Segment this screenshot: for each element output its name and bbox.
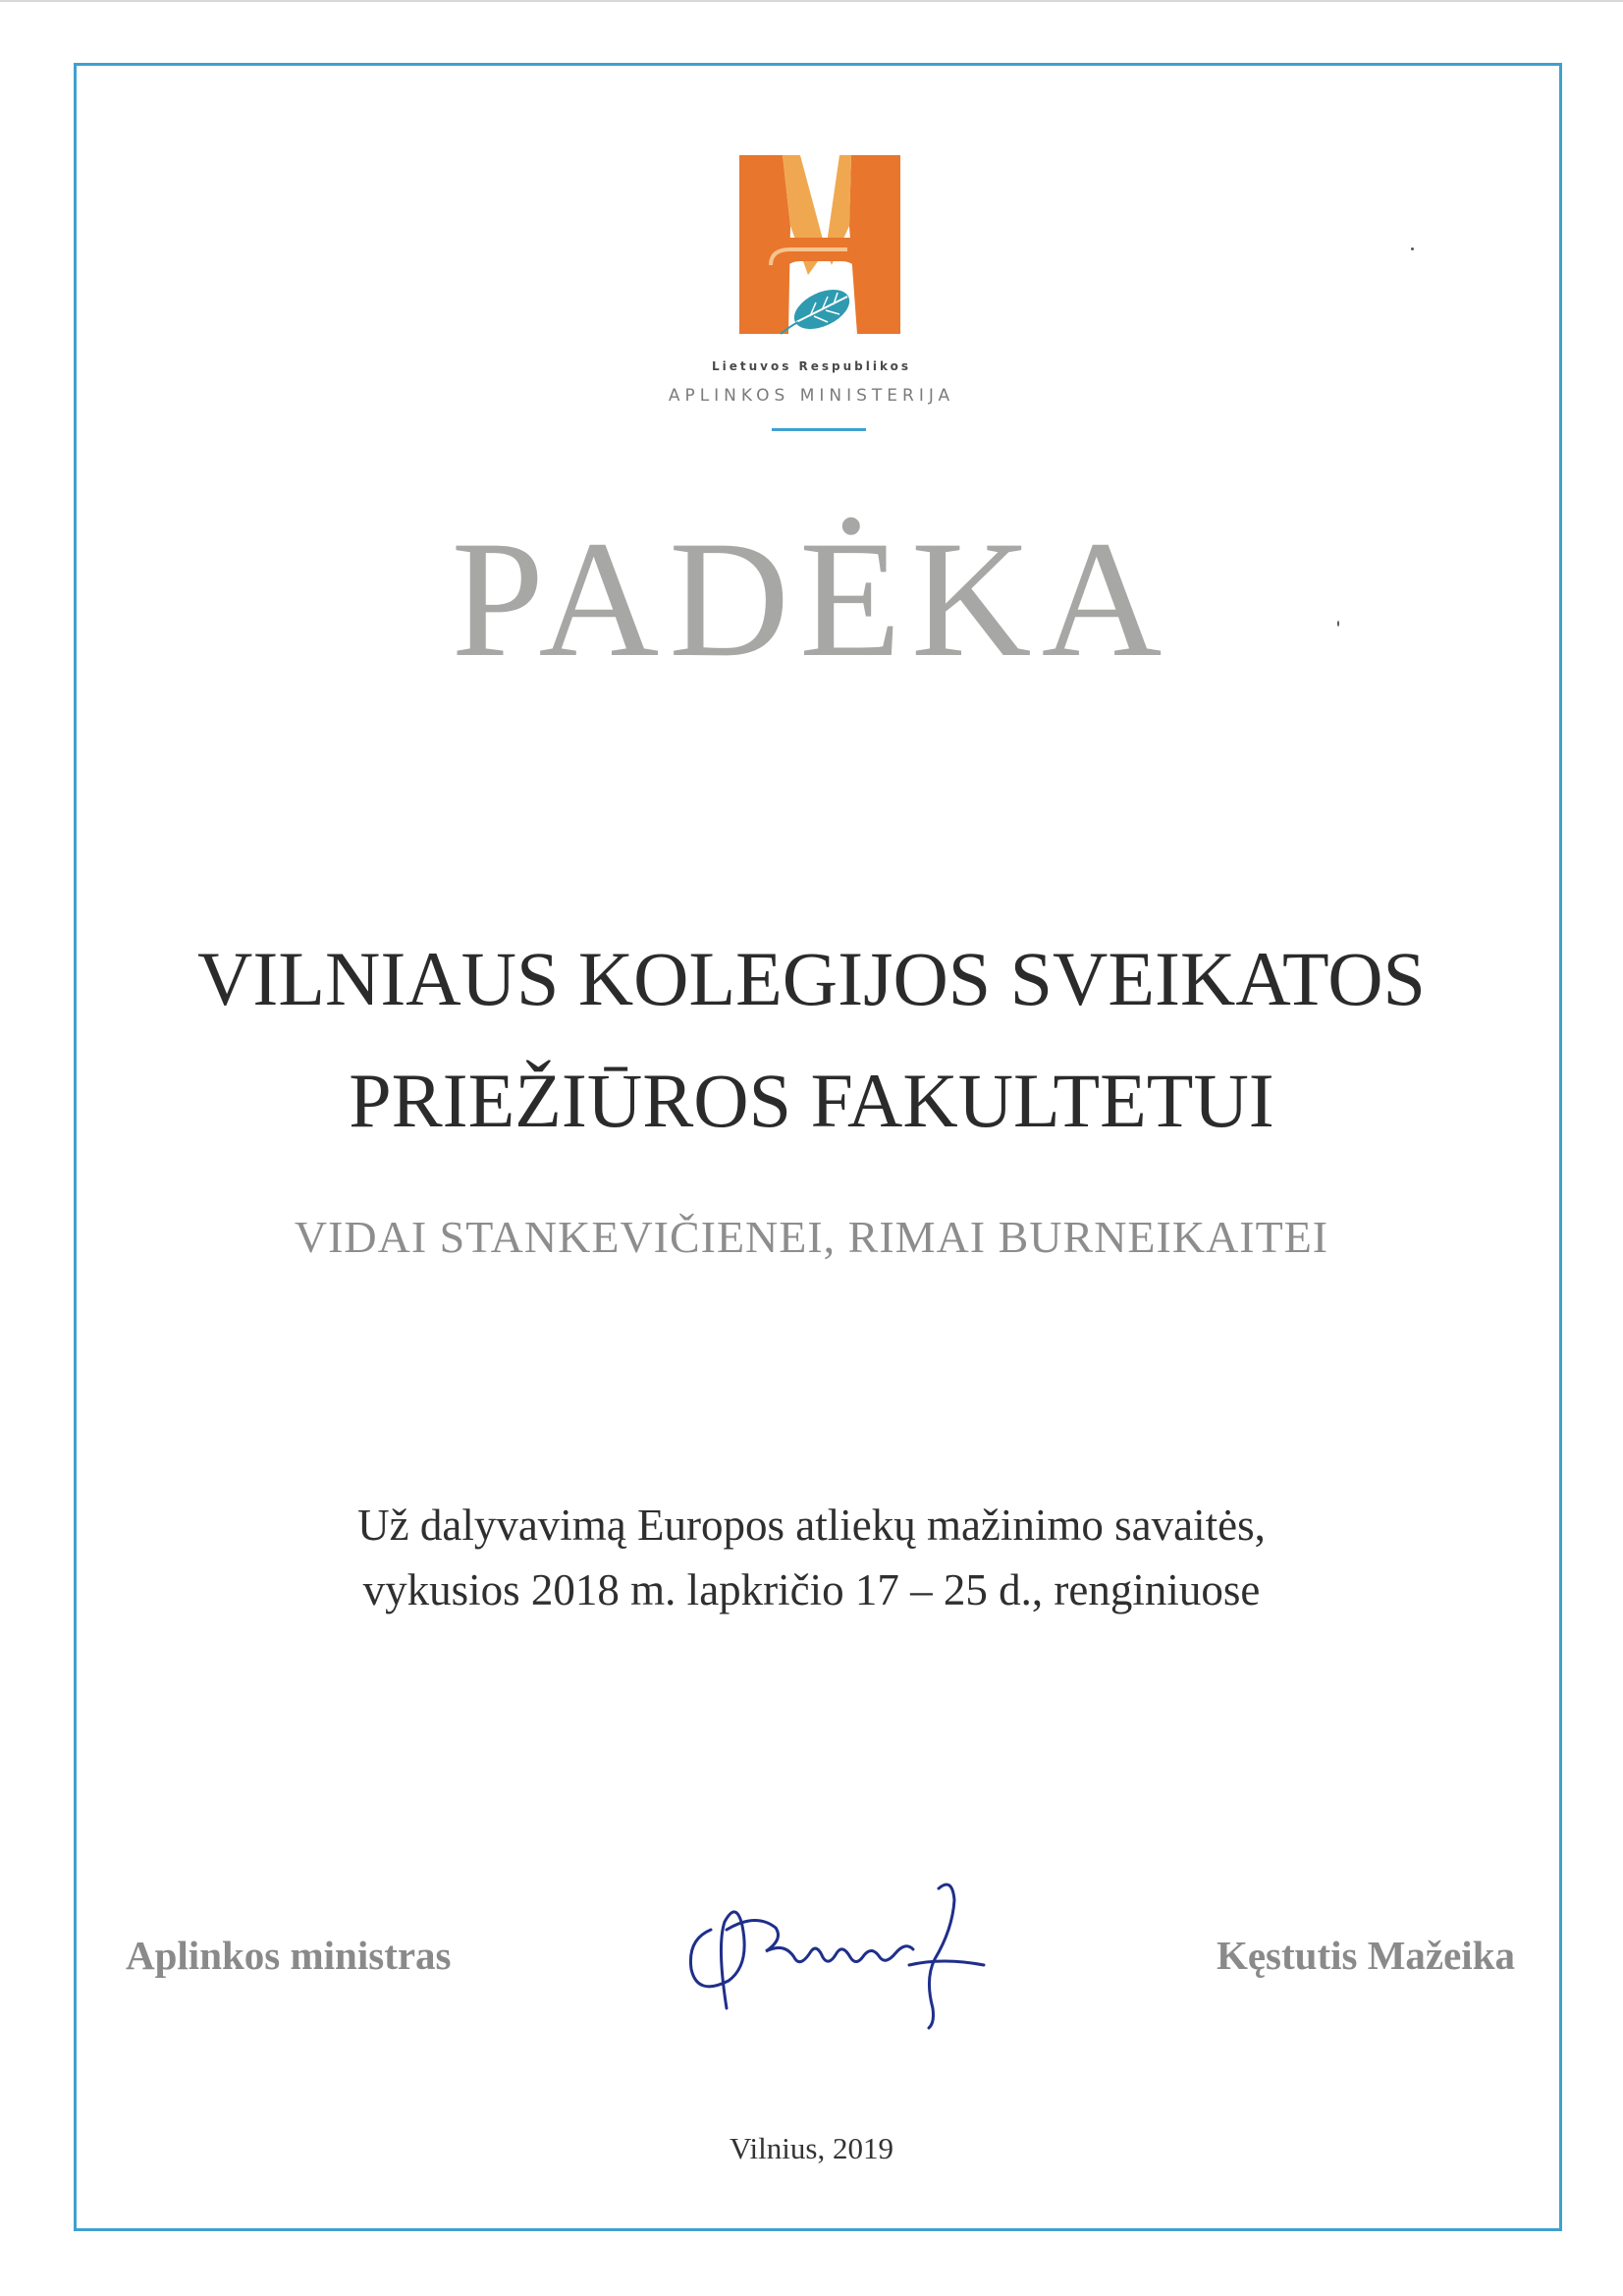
recipient-names: VIDAI STANKEVIČIENEI, RIMAI BURNEIKAITEI xyxy=(294,1212,1329,1262)
scan-speck xyxy=(1411,247,1414,250)
ministry-logo-icon xyxy=(731,147,908,344)
signatory-title: Aplinkos ministras xyxy=(126,1933,452,1978)
reason-line-2: vykusios 2018 m. lapkričio 17 – 25 d., renginiuose xyxy=(362,1565,1261,1614)
logo-divider xyxy=(772,428,866,431)
place-and-date: Vilnius, 2019 xyxy=(730,2131,893,2165)
signatory-name: Kęstutis Mažeika xyxy=(1216,1933,1515,1978)
ministry-name-line2: APLINKOS MINISTERIJA xyxy=(668,386,955,406)
scan-top-edge xyxy=(0,0,1623,2)
reason-line-1: Už dalyvavimą Europos atliekų mažinimo savaitės, xyxy=(357,1501,1266,1550)
recipient-line-1: VILNIAUS KOLEGIJOS SVEIKATOS xyxy=(197,936,1426,1021)
certificate-title: PADĖKA xyxy=(451,507,1172,691)
handwritten-signature-icon xyxy=(668,1871,1001,2038)
reason-block xyxy=(0,1493,1623,1622)
recipient-line-2: PRIEŽIŪROS FAKULTETUI xyxy=(349,1058,1274,1143)
scan-speck xyxy=(1337,621,1339,627)
ministry-name-line1: Lietuvos Respublikos xyxy=(711,359,912,373)
recipient-block xyxy=(0,918,1623,1162)
